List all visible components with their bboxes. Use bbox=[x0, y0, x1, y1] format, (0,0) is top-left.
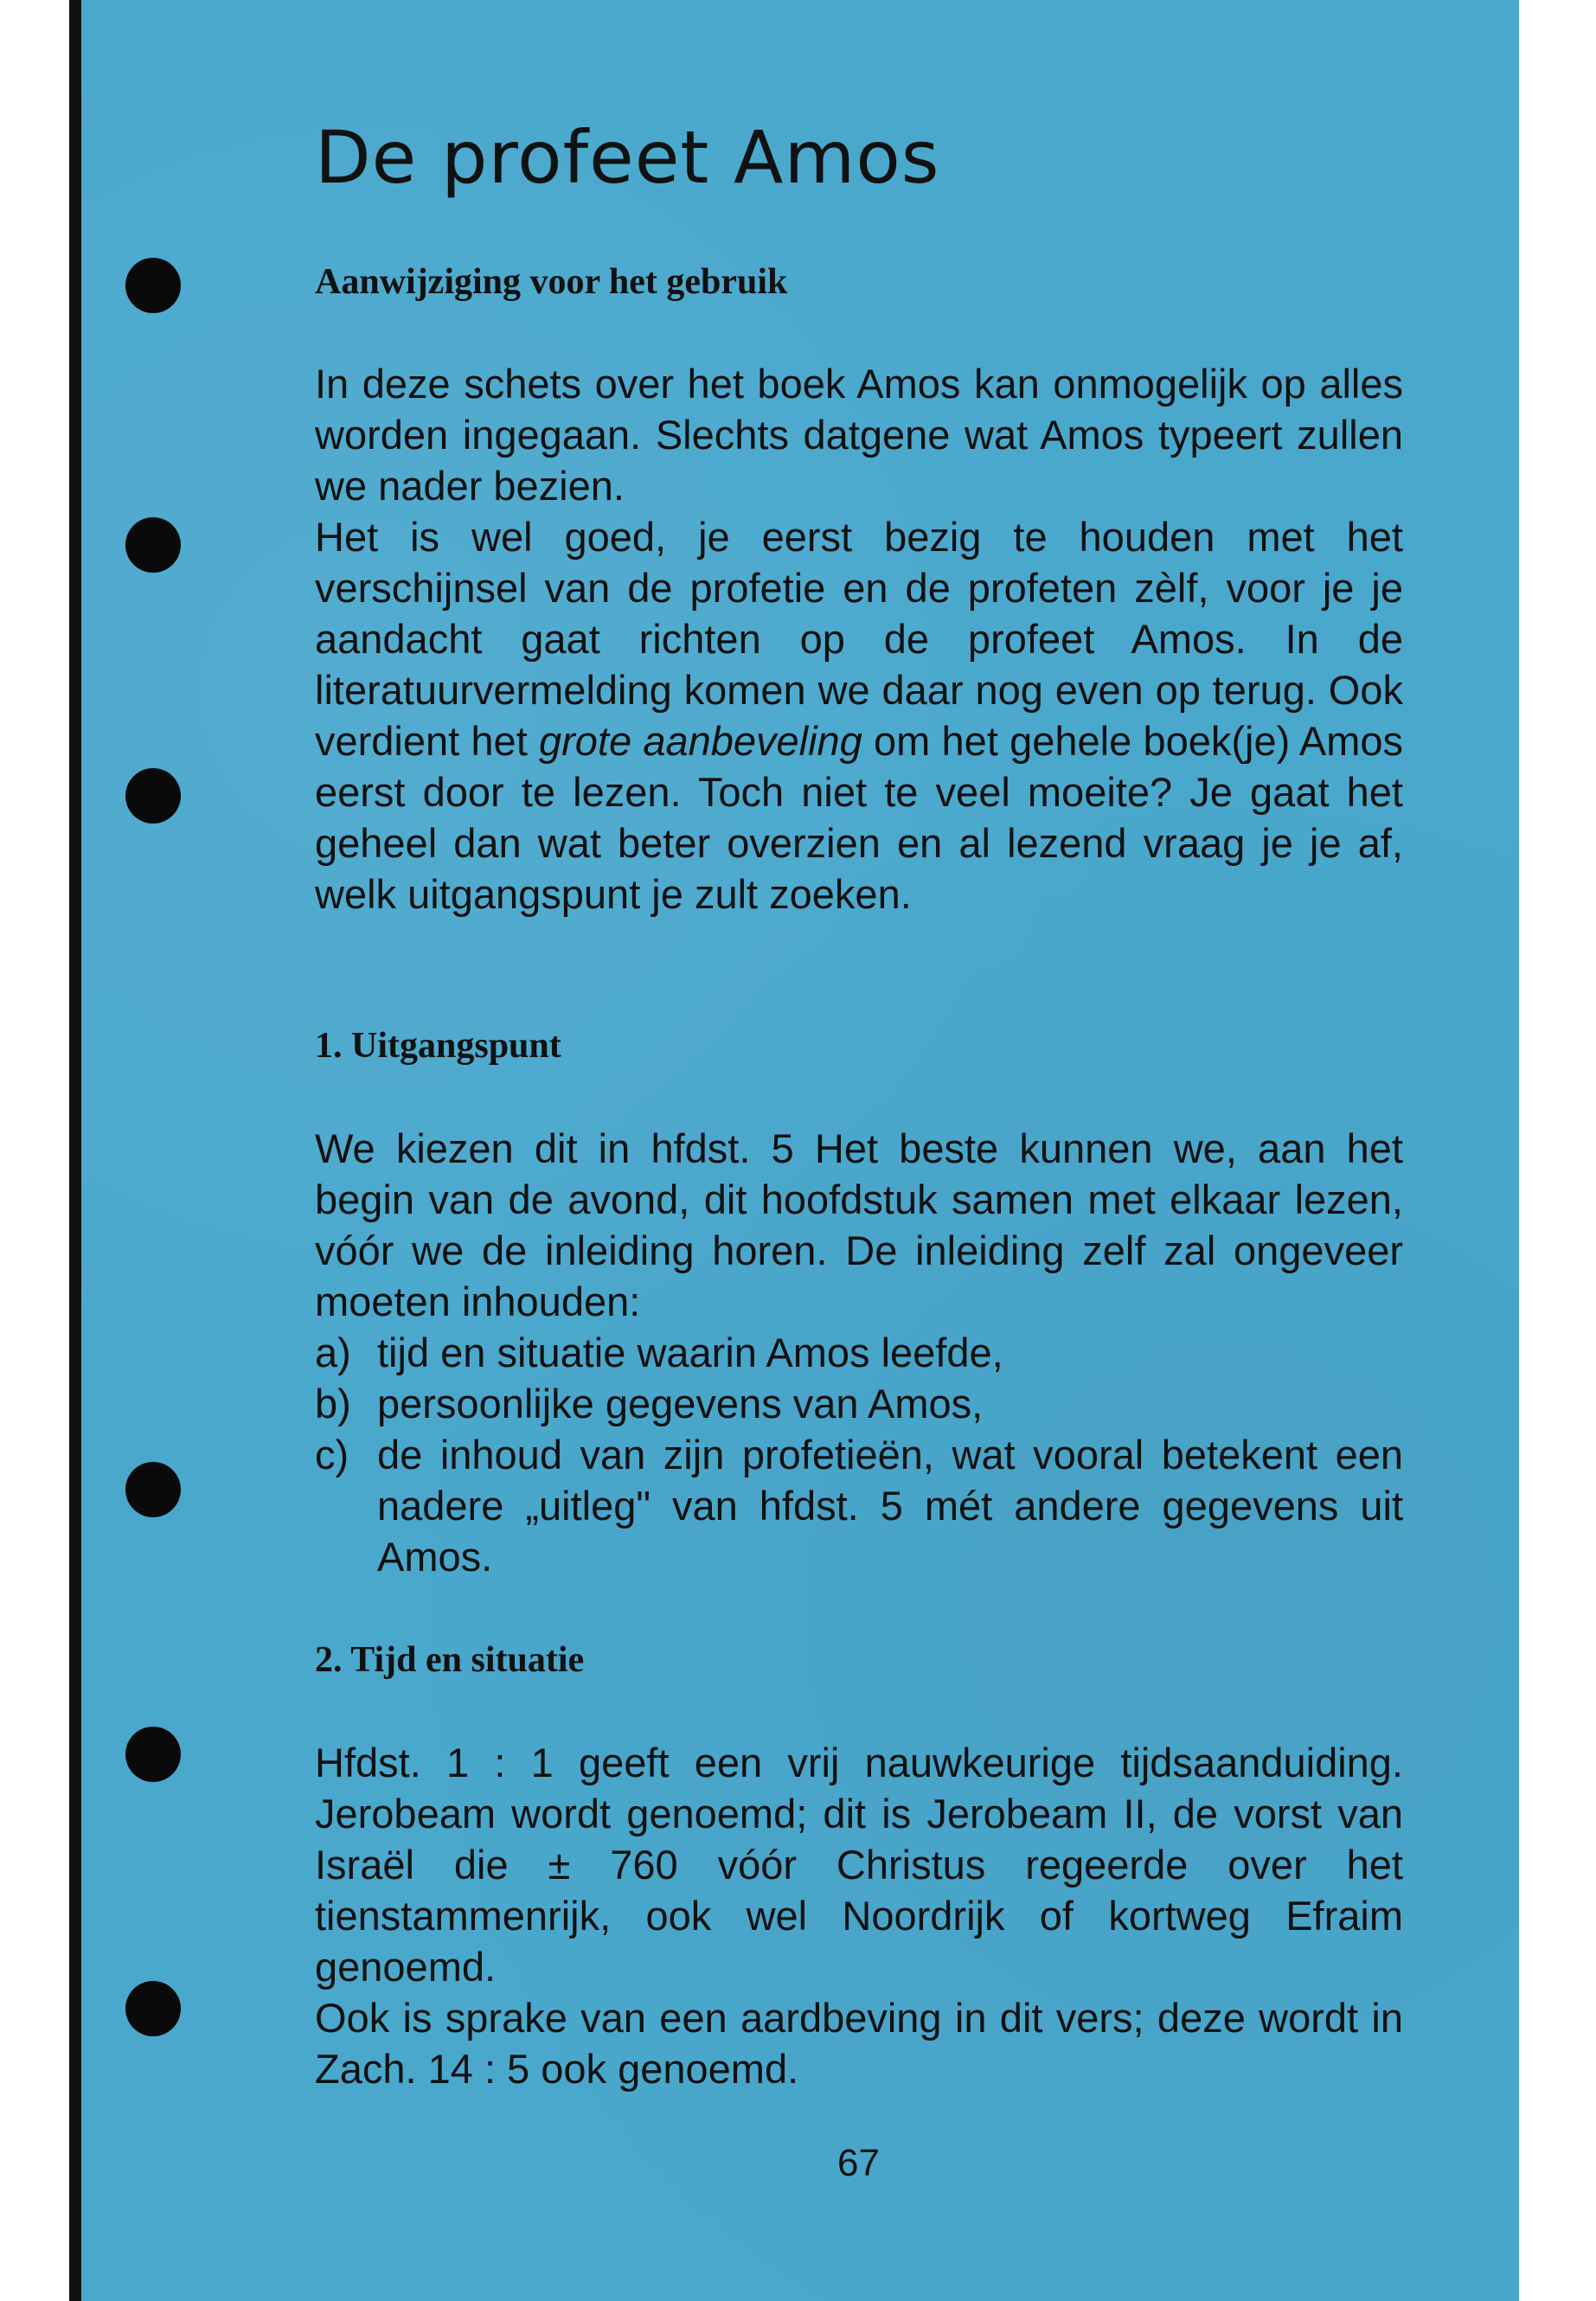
punch-hole bbox=[125, 1727, 181, 1782]
page-title: De profeet Amos bbox=[315, 115, 940, 200]
intro-text-run: Het is wel goed, je eerst bezig te houden met het verschijnsel van de profetie en de profeten zèlf, voor je je aandacht gaat richten op de profeet Amos. In de literatuurvermelding komen we daar nog even op terug. Ook verdient het bbox=[315, 514, 1403, 764]
list-item bbox=[315, 1378, 1403, 1429]
intro-text bbox=[315, 358, 1403, 920]
list-marker: a) bbox=[315, 1330, 351, 1375]
section-heading-uitgangspunt: 1. Uitgangspunt bbox=[315, 1026, 561, 1066]
section1-paragraph: We kiezen dit in hfdst. 5 Het beste kunnen we, aan het begin van de avond, dit hoofdstuk samen met elkaar lezen, vóór we de inleiding horen. De inleiding zelf zal ongeveer moeten inhouden: bbox=[315, 1125, 1403, 1324]
section-heading-usage: Aanwijziging voor het gebruik bbox=[315, 262, 788, 302]
punch-hole bbox=[125, 1981, 181, 2036]
list-item-text: persoonlijke gegevens van Amos, bbox=[377, 1381, 984, 1426]
intro-text-run: om het gehele boek(je) Amos eerst door te lezen. Toch niet te veel moeite? Je gaat het geheel dan wat beter overzien en al lezend vraag je je af, welk uitgangspunt je zult zoeken. bbox=[315, 718, 1404, 917]
page-number: 67 bbox=[837, 2142, 880, 2184]
punch-hole bbox=[125, 768, 181, 824]
list-item bbox=[315, 1429, 1403, 1582]
list-item bbox=[315, 1327, 1403, 1378]
emphasis-text: grote aanbeveling bbox=[538, 718, 862, 764]
punch-hole bbox=[125, 1462, 181, 1517]
content-list bbox=[315, 1327, 1403, 1582]
section1-text bbox=[315, 1123, 1403, 1582]
punch-hole bbox=[125, 258, 181, 313]
section2-paragraph: Hfdst. 1 : 1 geeft een vrij nauwkeurige tijdsaanduiding. Jerobeam wordt genoemd; dit is Jerobeam II, de vorst van Israël die ± 760 vóór Christus regeerde over het tienstammenrijk, ook wel Noordrijk of kortweg Efraim genoemd. bbox=[315, 1740, 1403, 1990]
list-item-text: tijd en situatie waarin Amos leefde, bbox=[377, 1330, 1003, 1375]
binding-edge bbox=[69, 0, 81, 2301]
list-marker: b) bbox=[315, 1381, 351, 1426]
section2-text bbox=[315, 1737, 1403, 2094]
list-item-text: de inhoud van zijn profetieën, wat vooral betekent een nadere „uitleg" van hfdst. 5 mét andere gegevens uit Amos. bbox=[377, 1432, 1403, 1580]
section2-paragraph: Ook is sprake van een aardbeving in dit vers; deze wordt in Zach. 14 : 5 ook genoemd. bbox=[315, 1995, 1403, 2092]
punch-hole bbox=[125, 517, 181, 573]
section-heading-tijd-en-situatie: 2. Tijd en situatie bbox=[315, 1640, 585, 1680]
intro-paragraph bbox=[315, 511, 1403, 920]
list-marker: c) bbox=[315, 1432, 349, 1477]
intro-paragraph: In deze schets over het boek Amos kan onmogelijk op alles worden ingegaan. Slechts datgene wat Amos typeert zullen we nader bezien. bbox=[315, 361, 1403, 509]
